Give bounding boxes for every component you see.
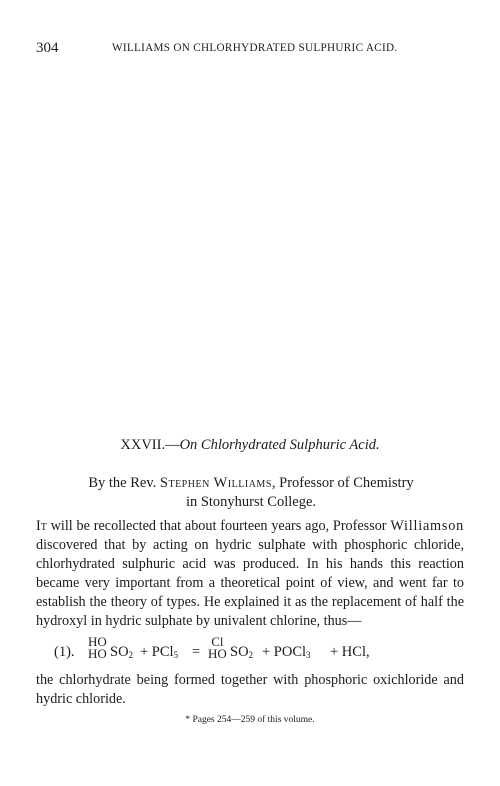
equals-sign: = [192, 644, 201, 660]
rhs-bottom: HO [208, 646, 227, 661]
byline-prefix: By the Rev. [88, 475, 160, 491]
lhs-sulphuryl: $SO_2$ [110, 644, 134, 660]
article-number: XXVII.— [120, 437, 180, 453]
paragraph-lead: It [36, 518, 47, 534]
byline-affiliation: , Professor of Chemistry [271, 475, 414, 491]
rhs-top: Cl [211, 634, 224, 649]
cited-name: Williamson [390, 518, 464, 534]
body-paragraph [36, 517, 464, 631]
author-name: Stephen Williams [159, 475, 272, 491]
byline [42, 474, 460, 512]
hydric-chloride: + HCl, [330, 644, 370, 660]
running-title: WILLIAMS ON CHLORHYDRATED SULPHURIC ACID. [112, 42, 398, 54]
paragraph-text-b: discovered that by acting on hydric sulphate with phosphoric chloride, chlorhydrated sulphuric acid was produced. In his hands this reaction became very important from a theoretical point of view, and went far to establish the theory of types. He explained it as the replacement of half the hydroxyl in hydric sulphate by univalent chlorine, thus— [36, 537, 464, 629]
phosphoric-chloride: + PCl$_5$ [140, 644, 179, 660]
article-title [0, 437, 500, 454]
rhs-sulphuryl: $SO_2$ [230, 644, 254, 660]
equation-label: (1). [54, 644, 75, 660]
closing-paragraph: the chlorhydrate being formed together with phosphoric oxichloride and hydric chloride. [36, 672, 464, 707]
rhs-substituted-groups [208, 636, 227, 660]
byline-institution: in Stonyhurst College. [185, 494, 317, 510]
footnote: * Pages 254—259 of this volume. [185, 715, 315, 725]
paragraph-text-a: will be recollected that about fourteen years ago, Professor [46, 518, 391, 534]
article-title-text: On Chlorhydrated Sulphuric Acid. [179, 437, 380, 453]
lhs-top: HO [88, 634, 107, 649]
chemical-equation [54, 634, 474, 668]
lhs-bottom: HO [88, 646, 107, 661]
lhs-hydroxyl-groups [88, 636, 107, 660]
phosphoric-oxichloride: + POCl$_3$ [262, 644, 311, 660]
page-number: 304 [36, 40, 59, 56]
page-header [36, 40, 476, 58]
